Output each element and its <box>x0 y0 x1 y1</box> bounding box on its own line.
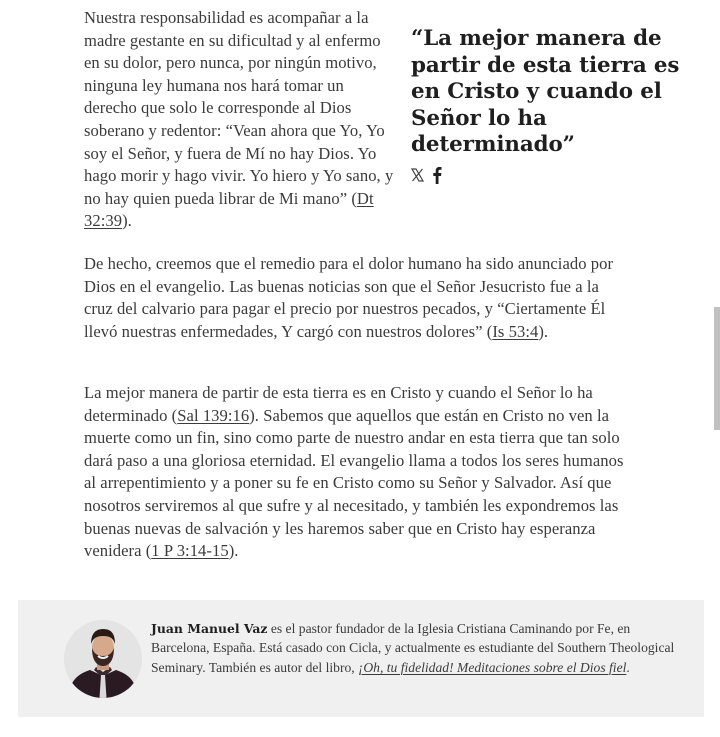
article-paragraph-3 <box>84 382 629 563</box>
paragraph-text: De hecho, creemos que el remedio para el dolor humano ha sido anunciado por Dios en el evangelio. Las buenas noticias son que el Señor Jesucristo fue a la cruz del calvario para pagar el precio por nuestros pecados, y “Ciertamente Él llevó nuestras enfermedades, Y cargó con nuestros dolores” ( <box>84 254 614 341</box>
x-icon[interactable] <box>411 168 424 182</box>
avatar <box>64 620 142 698</box>
pullquote <box>411 26 681 185</box>
pullquote-text: “La mejor manera de partir de esta tierra es en Cristo y cuando el Señor lo ha determinado” <box>411 26 680 157</box>
paragraph-text-end: ). <box>228 541 239 561</box>
scripture-link-is-53-4[interactable]: Is 53:4 <box>492 321 539 341</box>
scripture-link-dt-32-39[interactable]: Dt 32:39 <box>84 188 374 231</box>
bio-text-end: . <box>626 659 630 675</box>
author-name: Juan Manuel Vaz <box>151 621 268 636</box>
article-paragraph-2 <box>84 253 624 343</box>
paragraph-text: Nuestra responsabilidad es acompañar a la madre gestante en su dificultad y al enfermo en su dolor, pero nunca, por ningún motivo, ninguna ley humana nos hará tomar un derecho que solo le corresponde al Dios soberano y redentor: “Vean ahora que Yo, Yo soy el Señor, y fuera de Mí no hay Dios. Yo hago morir y hago vivir. Yo hiero y Yo sano, y no hay quien pueda librar de Mi mano” ( <box>84 8 394 208</box>
article-paragraph-1 <box>84 7 394 233</box>
facebook-icon[interactable] <box>432 166 442 184</box>
paragraph-text-middle: ). Sabemos que aquellos que están en Cristo no ven la muerte como un fin, sino como parte de nuestro andar en esta tierra que tan solo dará paso a una gloriosa eternidad. El evangelio llama a todos los seres humanos al arrepentimiento y a poner su fe en Cristo como su Señor y Salvador. Así que nosotros serviremos al que sufre y al necesitado, y también les expondremos las buenas nuevas de salvación y les haremos saber que en Cristo hay esperanza venidera ( <box>84 405 624 561</box>
author-bio <box>18 600 704 717</box>
book-link[interactable]: ¡Oh, tu fidelidad! Meditaciones sobre el Dios fiel <box>358 659 627 675</box>
paragraph-text: La mejor manera de partir de esta tierra es en Cristo y cuando el Señor lo ha determinado ( <box>84 383 593 425</box>
scrollbar-thumb[interactable] <box>714 307 720 430</box>
bio-description: es el pastor fundador de la Iglesia Cristiana Caminando por Fe, en Barcelona, España. Está casado con Cicla, y actualmente es estudiante del Southern Theological Seminary. También es autor del libro, <box>151 621 675 675</box>
scripture-link-sal-139-16[interactable]: Sal 139:16 <box>177 405 250 425</box>
paragraph-text-end: ). <box>122 211 132 231</box>
scripture-link-1p-3-14-15[interactable]: 1 P 3:14-15 <box>151 541 229 561</box>
paragraph-text-end: ). <box>538 321 549 341</box>
bio-text <box>151 619 681 677</box>
share-row <box>411 165 681 185</box>
